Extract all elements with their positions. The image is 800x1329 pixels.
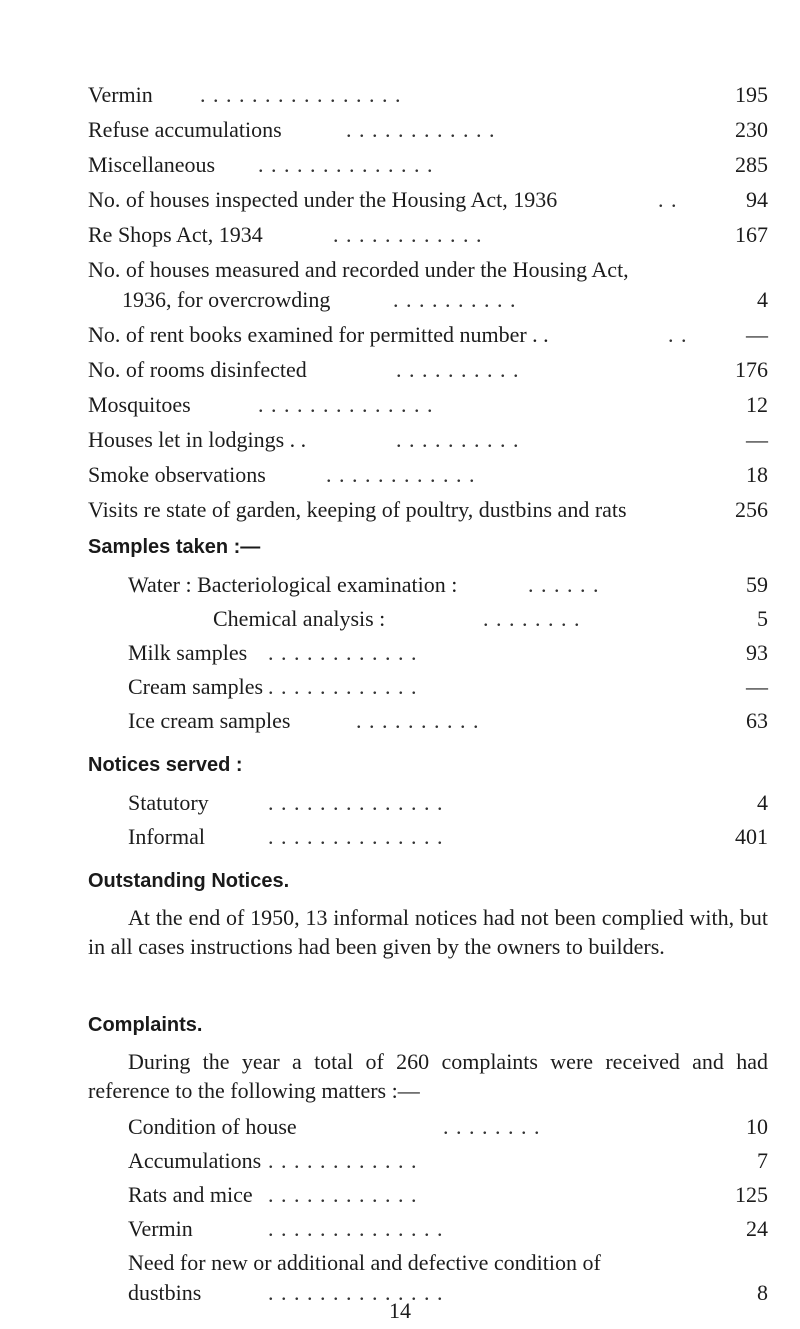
item-value: 63: [746, 708, 768, 733]
list-item: [88, 458, 768, 492]
list-item: [88, 493, 768, 527]
leader-dots: . .: [658, 187, 678, 212]
item-value: 167: [735, 222, 768, 247]
item-label: Rats and mice: [128, 1182, 253, 1207]
item-label: Milk samples: [128, 640, 248, 665]
list-item: [128, 568, 768, 602]
list-item: [88, 113, 768, 147]
leader-dots: . . . . . . . . . . . .: [326, 462, 476, 487]
leader-dots: . . . . . . . . . . . .: [268, 1182, 418, 1207]
item-label: Condition of house: [128, 1114, 297, 1139]
list-item: [128, 704, 768, 738]
item-value: —: [746, 674, 768, 699]
item-value: 4: [757, 790, 768, 815]
item-label: Mosquitoes: [88, 392, 191, 417]
list-item: [88, 253, 768, 287]
list-item: [128, 786, 768, 820]
list-item-continuation: [88, 283, 768, 317]
leader-dots: . . . . . . . . . . . . . .: [258, 152, 434, 177]
leader-dots: . . . . . . . . . . . . . .: [268, 824, 444, 849]
list-item: [88, 183, 768, 217]
outstanding-text: At the end of 1950, 13 informal notices had not been complied with, but in all cases instructions had been given by the owners to builders.: [88, 905, 768, 959]
list-item: [88, 423, 768, 457]
item-value: 256: [735, 497, 768, 522]
complaints-intro-text: During the year a total of 260 complaints were received and had reference to the following matters :—: [88, 1049, 768, 1103]
item-label: No. of rooms disinfected: [88, 357, 307, 382]
list-item: [88, 218, 768, 252]
leader-dots: . . . . . . . .: [483, 606, 581, 631]
item-value: 4: [757, 287, 768, 312]
item-label: Statutory: [128, 790, 209, 815]
item-label: Miscellaneous: [88, 152, 216, 177]
item-value: 401: [735, 824, 768, 849]
item-value: 8: [757, 1280, 768, 1305]
item-value: 195: [735, 82, 768, 107]
item-value: 125: [735, 1182, 768, 1207]
item-label: Refuse accumulations: [88, 117, 282, 142]
item-label: Houses let in lodgings . .: [88, 427, 307, 452]
item-label: Visits re state of garden, keeping of poultry, dustbins and rats: [88, 497, 627, 522]
item-value: 285: [735, 152, 768, 177]
leader-dots: . . . . . . . . . .: [356, 708, 480, 733]
item-label: Vermin: [128, 1216, 193, 1241]
item-label: Need for new or additional and defective condition of: [128, 1250, 601, 1275]
leader-dots: . . . . . . . . . . . . . .: [268, 790, 444, 815]
list-item: [128, 1144, 768, 1178]
leader-dots: . . . . . . . . . . . .: [346, 117, 496, 142]
item-label: Re Shops Act, 1934: [88, 222, 263, 247]
item-label: Ice cream samples: [128, 708, 291, 733]
leader-dots: . . . . . . . . . . . . . .: [268, 1216, 444, 1241]
list-item: [88, 388, 768, 422]
item-value: 5: [757, 606, 768, 631]
leader-dots: . . . . . . . . . . . .: [333, 222, 483, 247]
item-label: Vermin: [88, 82, 153, 107]
item-label: dustbins: [128, 1280, 202, 1305]
item-value: 59: [746, 572, 768, 597]
list-item: [213, 602, 768, 636]
list-item: [88, 353, 768, 387]
list-item: [128, 1212, 768, 1246]
item-label: No. of rent books examined for permitted number . .: [88, 322, 549, 347]
item-value: —: [746, 322, 768, 347]
item-value: 93: [746, 640, 768, 665]
leader-dots: . . . . . .: [528, 572, 600, 597]
leader-dots: . . . . . . . . . . . .: [268, 1148, 418, 1173]
item-value: 24: [746, 1216, 768, 1241]
outstanding-paragraph: [88, 903, 768, 961]
item-value: 10: [746, 1114, 768, 1139]
item-label: Informal: [128, 824, 205, 849]
leader-dots: . .: [668, 322, 688, 347]
item-value: 176: [735, 357, 768, 382]
samples-heading: Samples taken :—: [88, 536, 261, 558]
list-item: [128, 670, 768, 704]
complaints-intro-paragraph: [88, 1047, 768, 1105]
leader-dots: . . . . . . . . . . . . . .: [268, 1280, 444, 1305]
list-item: [128, 1110, 768, 1144]
leader-dots: . . . . . . . .: [443, 1114, 541, 1139]
item-value: 12: [746, 392, 768, 417]
list-item: [88, 318, 768, 352]
item-label: No. of houses inspected under the Housing Act, 1936: [88, 187, 558, 212]
item-value: 94: [746, 187, 768, 212]
item-label: Accumulations: [128, 1148, 262, 1173]
complaints-heading: Complaints.: [88, 1014, 203, 1036]
list-item: [88, 148, 768, 182]
item-value: 230: [735, 117, 768, 142]
notices-heading: Notices served :: [88, 754, 243, 776]
leader-dots: . . . . . . . . . . . . . .: [258, 392, 434, 417]
item-label: Cream samples: [128, 674, 264, 699]
list-item: [88, 78, 768, 112]
list-item: [128, 1246, 768, 1280]
list-item: [128, 820, 768, 854]
leader-dots: . . . . . . . . . .: [396, 427, 520, 452]
leader-dots: . . . . . . . . . . . .: [268, 674, 418, 699]
leader-dots: . . . . . . . . . .: [396, 357, 520, 382]
item-value: 18: [746, 462, 768, 487]
outstanding-heading: Outstanding Notices.: [88, 870, 290, 892]
page-number: 14: [389, 1298, 411, 1323]
leader-dots: . . . . . . . . . .: [393, 287, 517, 312]
list-item: [128, 636, 768, 670]
item-label: Chemical analysis :: [213, 606, 386, 631]
item-label: Water : Bacteriological examination :: [128, 572, 458, 597]
list-item: [128, 1178, 768, 1212]
leader-dots: . . . . . . . . . . . .: [268, 640, 418, 665]
leader-dots: . . . . . . . . . . . . . . . .: [200, 82, 402, 107]
item-label: No. of houses measured and recorded under the Housing Act,: [88, 257, 629, 282]
item-value: —: [746, 427, 768, 452]
item-label: 1936, for overcrowding: [122, 287, 331, 312]
item-value: 7: [757, 1148, 768, 1173]
item-label: Smoke observations: [88, 462, 266, 487]
